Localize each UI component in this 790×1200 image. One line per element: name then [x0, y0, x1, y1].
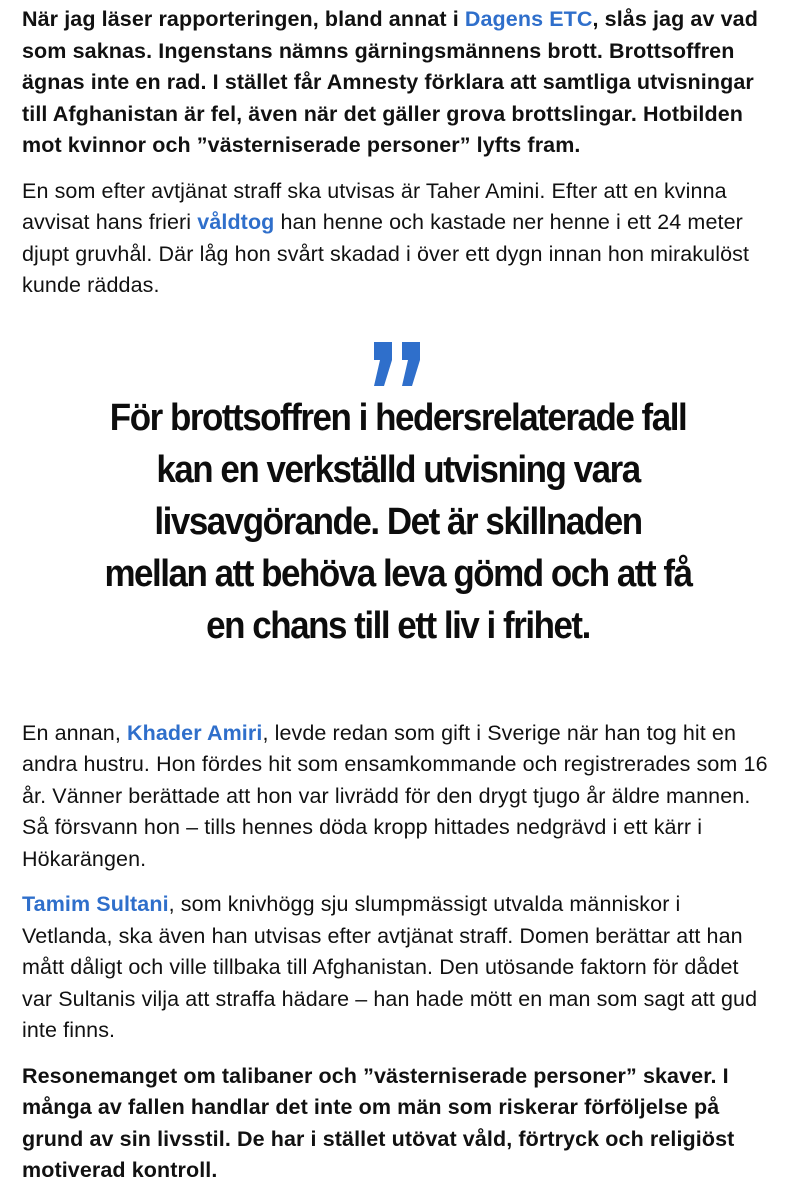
pullquote-line: livsavgörande. Det är skillnaden	[154, 500, 642, 543]
closing-quote-icon	[368, 342, 428, 386]
paragraph-tamim-sultani	[22, 889, 774, 1047]
article-body	[22, 4, 774, 1187]
pullquote-line: För brottsoffren i hedersrelaterade fall	[109, 396, 687, 439]
paragraph-khader-amiri-text-after: , levde redan som gift i Sverige när han tog hit en andra hustru. Hon fördes hit som ensamkommande och registrerades som 16 år. Vänner berättade att hon var livrädd för den drygt tjugo år äldre mannen. Så försvann hon – tills hennes döda kropp hittades nedgrävd i ett kärr i Hökarängen.	[22, 720, 768, 871]
paragraph-taher-amini-text-after: han henne och kastade ner henne i ett 24 meter djupt gruvhål. Där låg hon svårt skadad i över ett dygn innan hon mirakulöst kunde räddas.	[22, 210, 750, 297]
paragraph-intro-text-before: När jag läser rapporteringen, bland annat i	[22, 7, 465, 31]
paragraph-khader-amiri	[22, 718, 774, 876]
paragraph-tamim-sultani-text-after: , som knivhögg sju slumpmässigt utvalda människor i Vetlanda, ska även han utvisas efter avtjänat straff. Domen berättar att han mått dåligt och ville tillbaka till Afghanistan. Den utösande faktorn för dådet var Sultanis vilja att straffa hädare – han hade mött en man som sagt att gud inte finns.	[22, 892, 758, 1042]
pullquote-line: kan en verkställd utvisning vara	[156, 448, 640, 491]
link-dagens-etc[interactable]: Dagens ETC	[464, 7, 593, 31]
paragraph-intro-text-after: , slås jag av vad som saknas. Ingenstans nämns gärningsmännens brott. Brottsoffren ägnas inte en rad. I stället får Amnesty förklara att samtliga utvisningar till Afghanistan är fel, även när det gäller grova brottslingar. Hotbilden mot kvinnor och ”västerniserade personer” lyfts fram.	[22, 7, 758, 157]
paragraph-intro	[22, 4, 774, 162]
paragraph-taher-amini	[22, 176, 774, 302]
pullquote-line: en chans till ett liv i frihet.	[206, 604, 590, 647]
paragraph-khader-amiri-text-before: En annan,	[22, 720, 128, 745]
paragraph-taher-amini-text-before: En som efter avtjänat straff ska utvisas är Taher Amini. Efter att en kvinna avvisat hans frieri	[22, 178, 727, 234]
pullquote-text	[52, 392, 744, 652]
pullquote-line: mellan att behöva leva gömd och att få	[104, 552, 692, 595]
link-khader-amiri[interactable]: Khader Amiri	[127, 720, 263, 745]
paragraph-conclusion: Resonemanget om talibaner och ”västerniserade personer” skaver. I många av fallen handlar det inte om män som riskerar förföljelse på grund av sin livsstil. De har i stället utövat våld, förtryck och religiöst motiverad kontroll.	[22, 1063, 735, 1182]
link-valdtog[interactable]: våldtog	[197, 210, 275, 234]
link-tamim-sultani[interactable]: Tamim Sultani	[22, 892, 169, 916]
pullquote-block	[22, 342, 774, 652]
